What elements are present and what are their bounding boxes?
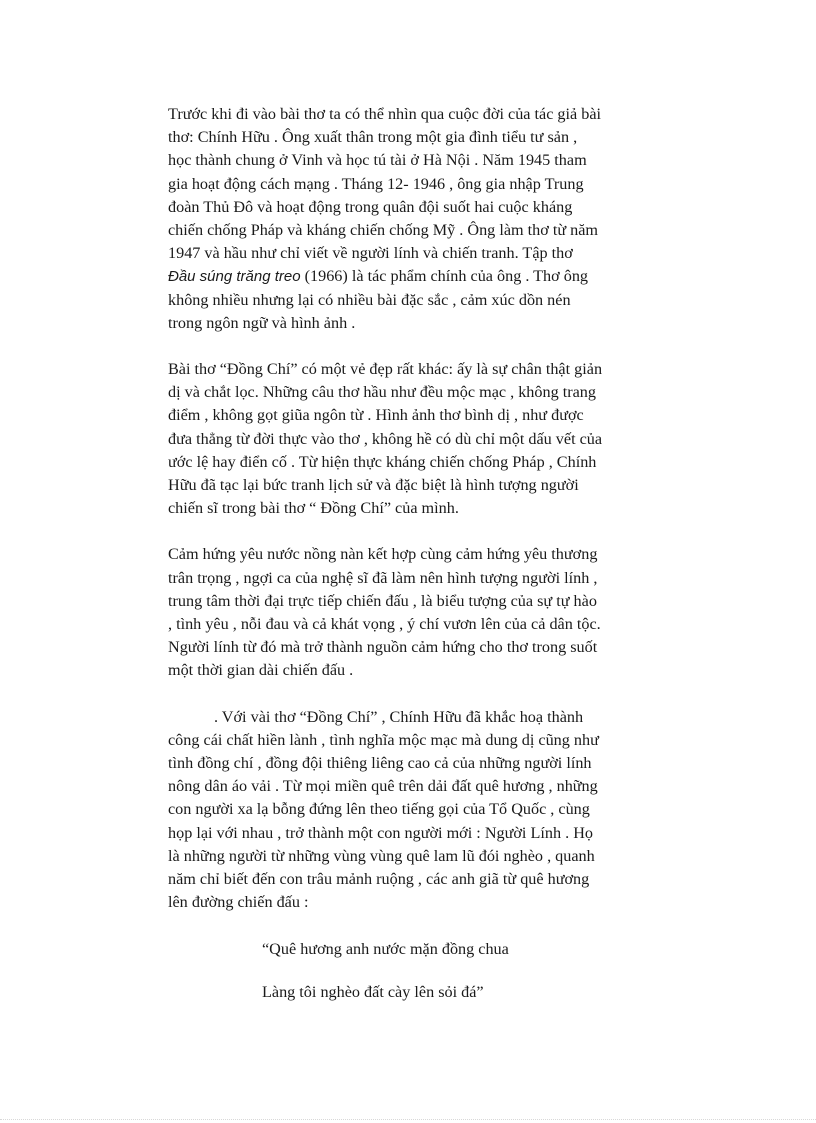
book-title: Đầu súng trăng treo: [168, 268, 301, 286]
paragraph-poem-beauty: [168, 358, 673, 520]
text-line: trân trọng , ngợi ca của nghệ sĩ đã làm nên hình tượng người lính ,: [168, 568, 598, 587]
text-line: Cảm hứng yêu nước nồng nàn kết hợp cùng cảm hứng yêu thương: [168, 545, 598, 564]
text-line: Người lính từ đó mà trở thành nguồn cảm hứng cho thơ trong suốt: [168, 638, 598, 657]
text-line: Bài thơ “Đồng Chí” có một vẻ đẹp rất khác: ấy là sự chân thật giản: [168, 360, 603, 379]
poem-line: “Quê hương anh nước mặn đồng chua: [262, 939, 509, 958]
text-line: Trước khi đi vào bài thơ ta có thể nhìn qua cuộc đời của tác giả bài: [168, 105, 602, 123]
text-line: Hữu đã tạc lại bức tranh lịch sử và đặc biệt là hình tượng người: [168, 476, 579, 495]
text-line: điểm , không gọt giũa ngôn từ . Hình ảnh thơ bình dị , như được: [168, 406, 584, 425]
text-line: tình đồng chí , đồng đội thiêng liêng cao cả của những người lính: [168, 754, 592, 773]
text-line: trong ngôn ngữ và hình ảnh .: [168, 313, 356, 332]
text-line: nông dân áo vải . Từ mọi miền quê trên dải đất quê hương , những: [168, 777, 598, 796]
text-line: thơ: Chính Hữu . Ông xuất thân trong một gia đình tiểu tư sản ,: [168, 128, 578, 147]
text-line: lên đường chiến đấu :: [168, 893, 309, 912]
book-line-rest: (1966) là tác phẩm chính của ông . Thơ ông: [300, 267, 589, 286]
paragraph-patriotic-inspiration: [168, 543, 673, 682]
text-line: không nhiều nhưng lại có nhiều bài đặc sắc , cảm xúc dồn nén: [168, 290, 571, 309]
text-line: họp lại với nhau , trở thành một con người mới : Người Lính . Họ: [168, 823, 593, 842]
text-line: năm chỉ biết đến con trâu mảnh ruộng , các anh giã từ quê hương: [168, 870, 590, 889]
text-line: một thời gian dài chiến đấu .: [168, 661, 354, 680]
text-line: con người xa lạ bỗng đứng lên theo tiếng gọi của Tổ Quốc , cùng: [168, 800, 590, 819]
text-line: học thành chung ở Vinh và học tú tài ở Hà Nội . Năm 1945 tham: [168, 151, 587, 170]
text-line: gia hoạt động cách mạng . Tháng 12- 1946 , ông gia nhập Trung: [168, 174, 584, 193]
text-line: , tình yêu , nỗi đau và cả khát vọng , ý chí vươn lên của cả dân tộc.: [168, 615, 601, 634]
text-line: ước lệ hay điển cố . Từ hiện thực kháng chiến chống Pháp , Chính: [168, 452, 597, 471]
document-body: [168, 103, 673, 1024]
text-line: đưa thẳng từ đời thực vào thơ , không hề có dù chỉ một dấu vết của: [168, 429, 603, 448]
paragraph-author-biography: [168, 103, 673, 335]
paragraph-soldier-portrait: [168, 706, 673, 915]
text-line: dị và chắt lọc. Những câu thơ hầu như đều mộc mạc , không trang: [168, 383, 596, 402]
poem-quote: [168, 938, 673, 1004]
poem-line: Làng tôi nghèo đất cày lên sỏi đá”: [262, 982, 484, 1001]
text-line: công cái chất hiền lành , tình nghĩa mộc mạc mà dung dị cũng như: [168, 730, 599, 749]
text-line: chiến chống Pháp và kháng chiến chống Mỹ . Ông làm thơ từ năm: [168, 221, 599, 240]
page-bottom-divider: [0, 1119, 816, 1120]
text-line-indented: . Với vài thơ “Đồng Chí” , Chính Hữu đã khắc hoạ thành: [214, 707, 584, 726]
text-line: 1947 và hầu như chỉ viết về người lính và chiến tranh. Tập thơ: [168, 244, 573, 263]
text-line-book-title: [168, 265, 673, 288]
text-line: chiến sĩ trong bài thơ “ Đồng Chí” của mình.: [168, 499, 459, 518]
text-line: đoàn Thủ Đô và hoạt động trong quân đội suốt hai cuộc kháng: [168, 197, 573, 216]
text-line: là những người từ những vùng vùng quê lam lũ đói nghèo , quanh: [168, 846, 595, 865]
text-line: trung tâm thời đại trực tiếp chiến đấu , là biểu tượng của sự tự hào: [168, 591, 597, 610]
